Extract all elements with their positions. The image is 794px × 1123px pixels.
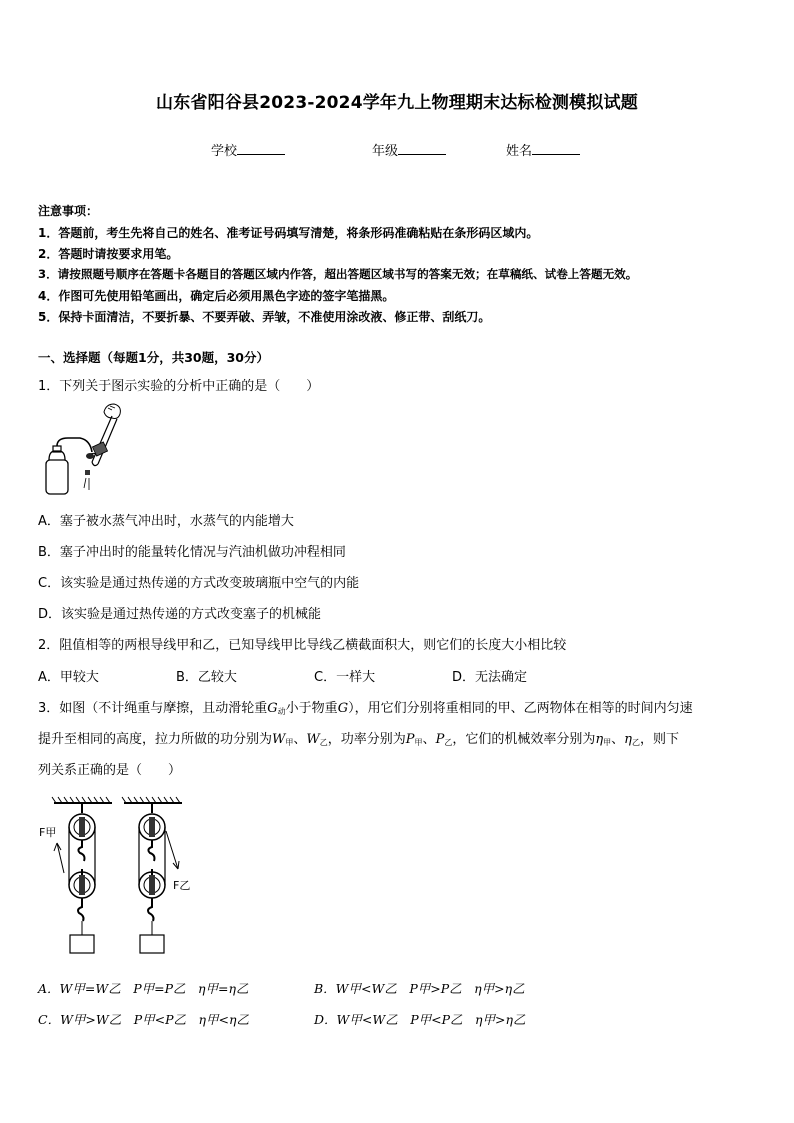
note-item-4: 4．作图可先使用铅笔画出，确定后必须用黑色字迹的签字笔描黑。 — [38, 289, 395, 303]
q2-stem: 2．阻值相等的两根导线甲和乙，已知导线甲比导线乙横截面积大，则它们的长度大小相比较 — [38, 638, 567, 653]
q3-option-c[interactable]: C．W甲>W乙 P甲<P乙 η甲<η乙 — [38, 1012, 249, 1027]
page-title: 山东省阳谷县2023-2024学年九上物理期末达标检测模拟试题 — [156, 93, 638, 113]
grade-label: 年级 — [372, 144, 399, 159]
grade-blank[interactable] — [398, 142, 446, 155]
school-label: 学校 — [211, 144, 238, 159]
q1-option-d[interactable]: D．该实验是通过热传递的方式改变塞子的机械能 — [38, 607, 322, 622]
q1-stem: 1．下列关于图示实验的分析中正确的是（ ） — [38, 379, 320, 394]
f-yi-label: F乙 — [173, 879, 191, 892]
name-blank[interactable] — [532, 142, 580, 155]
school-blank[interactable] — [237, 142, 285, 155]
q3-option-b[interactable]: B．W甲<W乙 P甲>P乙 η甲>η乙 — [314, 981, 525, 996]
q3-stem-line-2: 提升至相同的高度，拉力所做的功分别为$W_甲$、$W_乙$，功率分别为$P_甲$、$P_乙$，它们的机械效率分别为$\eta_甲$、$\eta_乙$，则下 — [38, 732, 679, 747]
note-item-1: 1．答题前，考生先将自己的姓名、准考证号码填写清楚，将条形码准确粘贴在条形码区域内。 — [38, 226, 539, 240]
f-jia-label: F甲 — [39, 826, 57, 839]
section-heading: 一、选择题（每题1分，共30题，30分） — [38, 350, 269, 365]
q1-option-c[interactable]: C．该实验是通过热传递的方式改变玻璃瓶中空气的内能 — [38, 576, 360, 591]
grade-field — [372, 140, 446, 159]
note-item-3: 3．请按照题号顺序在答题卡各题目的答题区域内作答，超出答题区域书写的答案无效；在草稿纸、试卷上答题无效。 — [38, 267, 638, 281]
q1-steam-experiment-figure — [40, 402, 124, 498]
q2-option-c[interactable]: C．一样大 — [314, 670, 376, 685]
q2-option-a[interactable]: A．甲较大 — [38, 670, 99, 685]
q1-option-b[interactable]: B．塞子冲出时的能量转化情况与汽油机做功冲程相同 — [38, 545, 346, 560]
q2-option-b[interactable]: B．乙较大 — [176, 670, 237, 685]
note-item-2: 2．答题时请按要求用笔。 — [38, 247, 179, 261]
school-field — [211, 140, 285, 159]
q3-stem-line-1: 3．如图（不计绳重与摩擦，且动滑轮重$G_动$小于物重G），用它们分别将重相同的甲、乙两物体在相等的时间内匀速 — [38, 701, 693, 716]
name-label: 姓名 — [506, 144, 533, 159]
name-field — [506, 140, 580, 159]
q3-pulley-figure — [36, 795, 196, 960]
q3-option-d[interactable]: D．W甲<W乙 P甲<P乙 η甲>η乙 — [314, 1012, 526, 1027]
q3-option-a[interactable]: A．W甲=W乙 P甲=P乙 η甲=η乙 — [38, 981, 249, 996]
q2-option-d[interactable]: D．无法确定 — [452, 670, 528, 685]
notes-heading: 注意事项： — [38, 204, 99, 218]
note-item-5: 5．保持卡面清洁，不要折暴、不要弄破、弄皱，不准使用涂改液、修正带、刮纸刀。 — [38, 310, 491, 324]
q1-option-a[interactable]: A．塞子被水蒸气冲出时，水蒸气的内能增大 — [38, 514, 294, 529]
q3-stem-line-3: 列关系正确的是（ ） — [38, 763, 182, 778]
